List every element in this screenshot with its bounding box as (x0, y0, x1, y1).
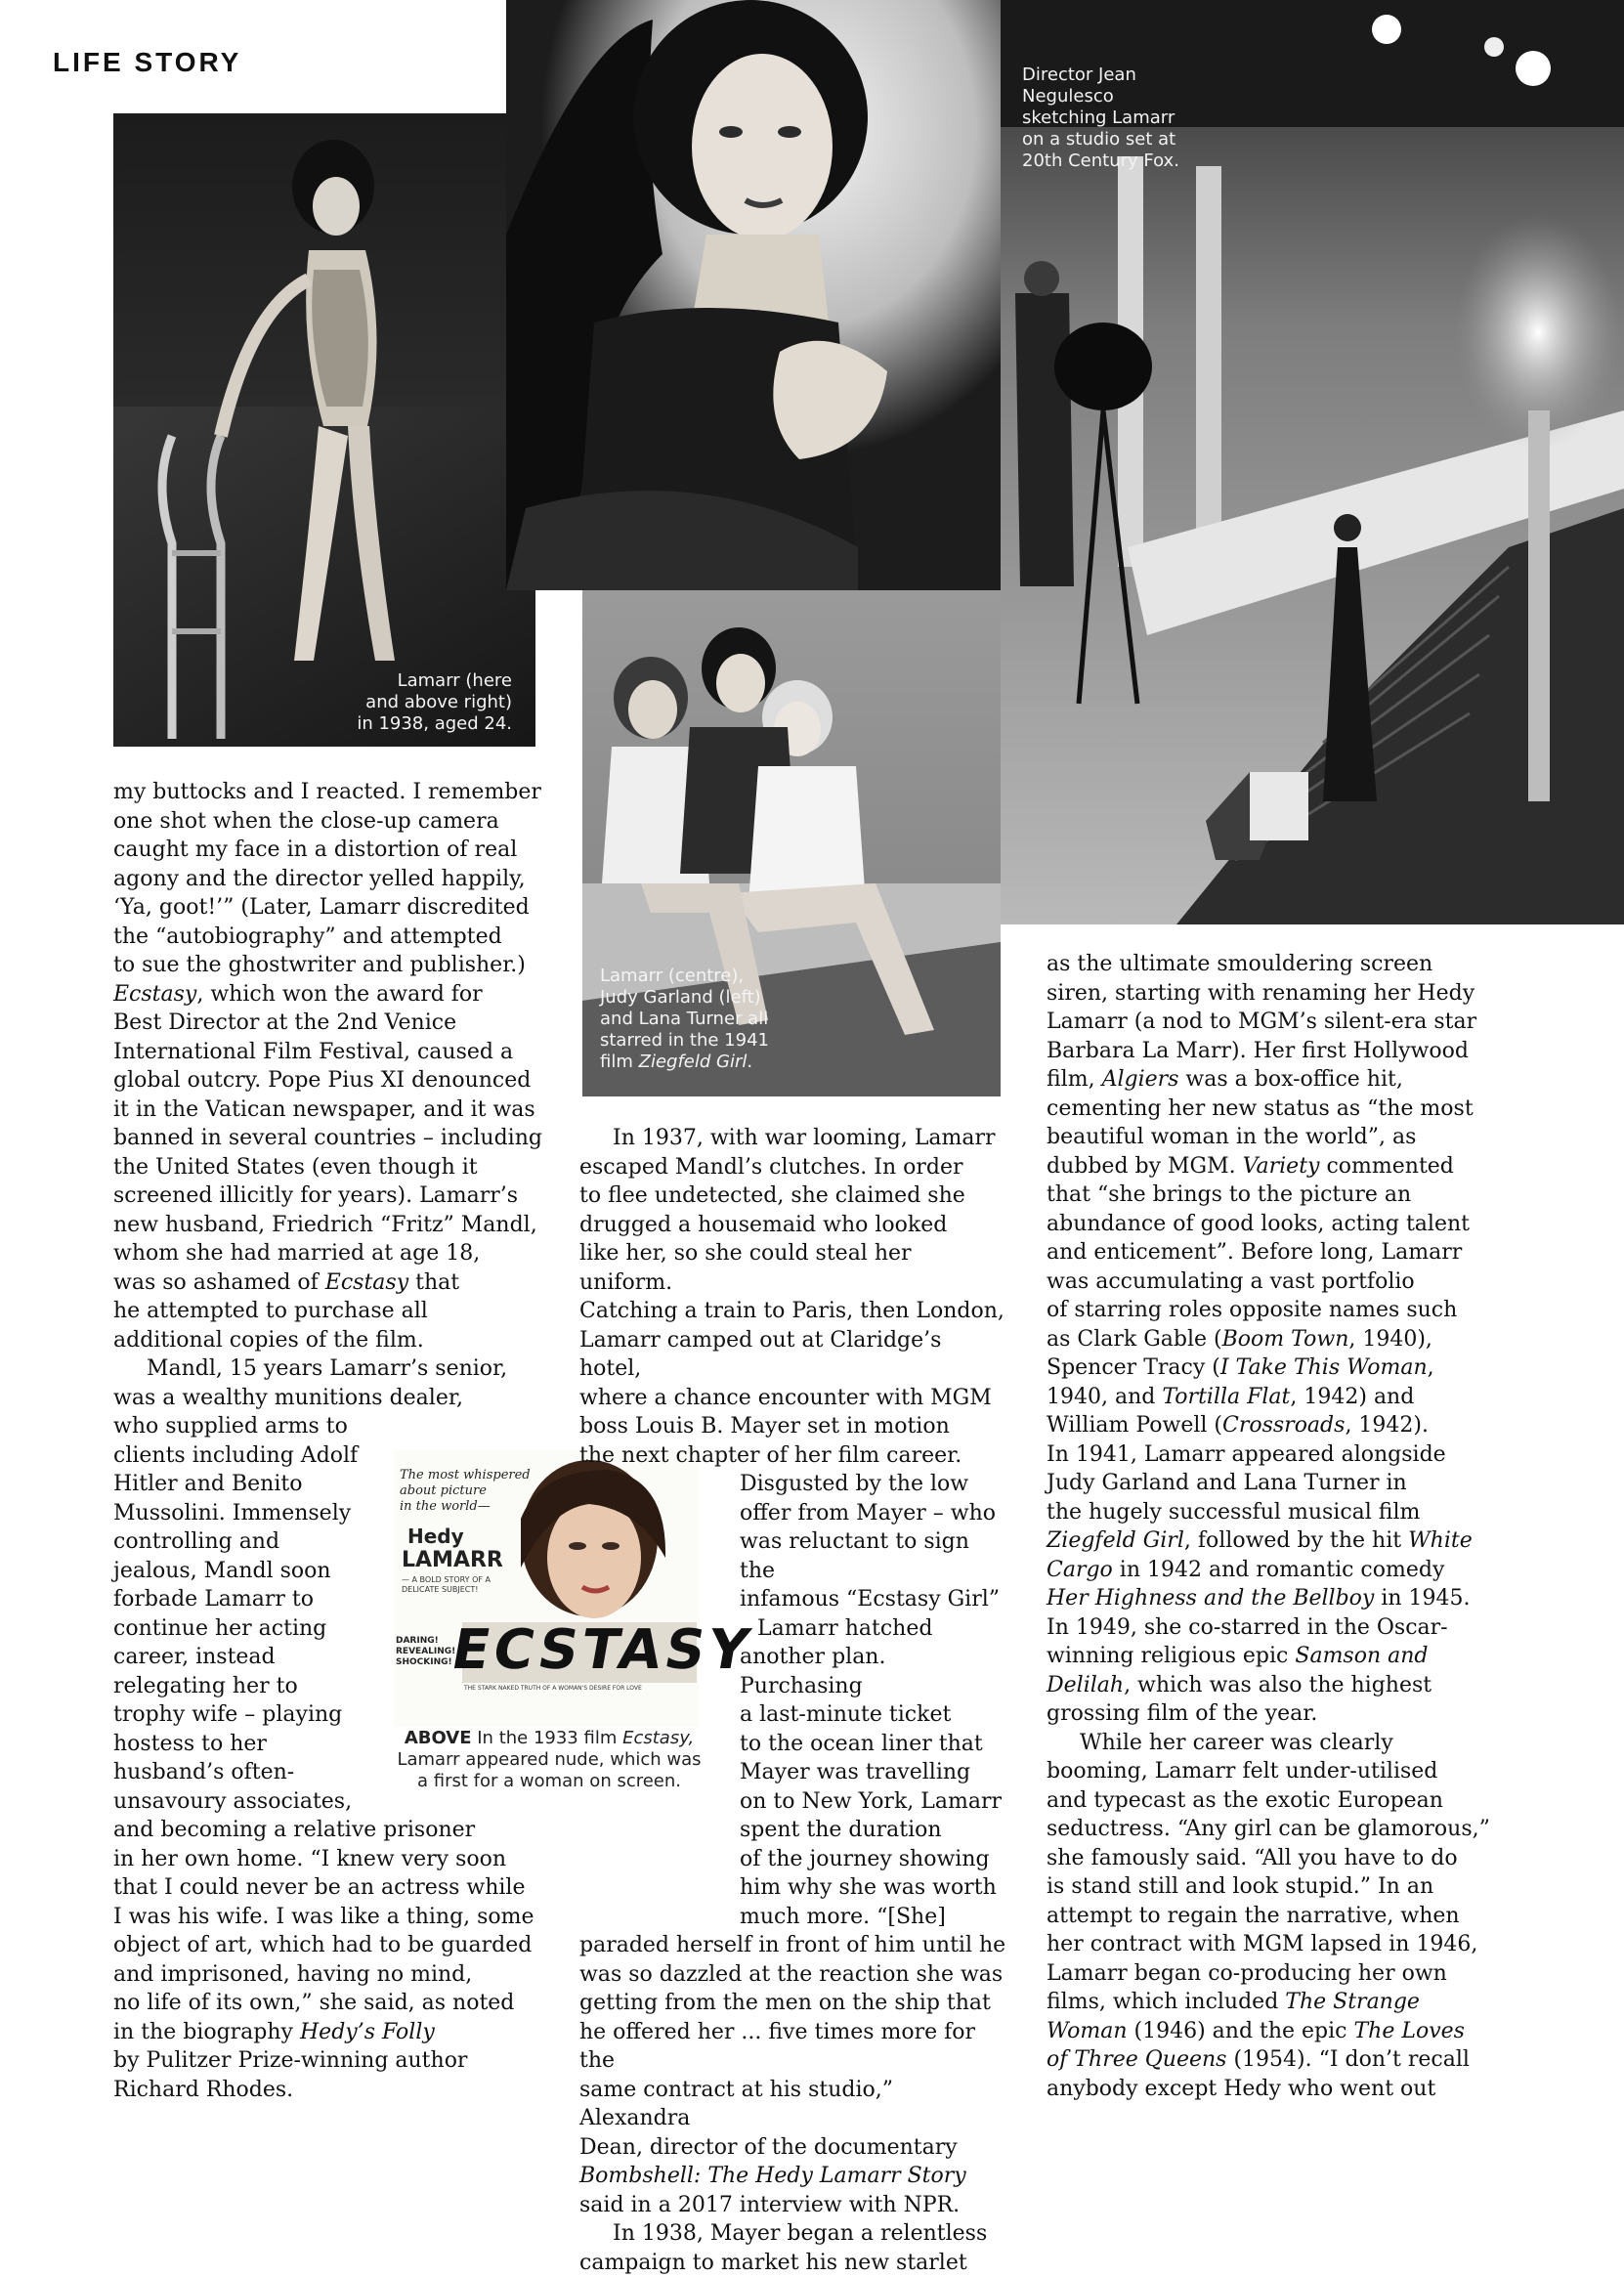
studio-set-photo (1001, 0, 1624, 924)
poster-subline: — A BOLD STORY OF A DELICATE SUBJECT! (402, 1575, 491, 1594)
poster-strap: THE STARK NAKED TRUTH OF A WOMAN'S DESIRE FOR LOVE (464, 1685, 642, 1692)
column-1: my buttocks and I reacted. I remember one shot when the close-up camera caught my face in a distortion of real agony and the director yelled happily, ‘Ya, goot!’” (Later, Lamarr discredited the “autobiography” and attempted to sue the ghostwriter and publisher.) Ecstasy, which won the award for Best Director at the 2nd Venice International Film Festival, caused a global outcry. Pope Pius XI denounced it in the Vatican newspaper, and it was banned in several countries – including the United States (even though it screened illicitly for years). Lamarr’s new husband, Friedrich “Fritz” Mandl, whom she had married at age 18, was so ashamed of Ecstasy that he attempted to purchase all additional copies of the film. Mandl, 15 years Lamarr’s senior, was a wealthy munitions dealer, who supplied arms to clients including Adolf Hitler and Benito Mussolini. Immensely controlling and jealous, Mandl soon forbade Lamarr to continue her acting career, instead relegating her to trophy wife – playing hostess to her husband’s often- unsavoury associates, and becoming a relative prisoner in her own home. “I knew very soon that I could never be an actress while I was his wife. I was like a thing, some object of art, which had to be guarded and imprisoned, having no mind, no life of its own,” she said, as noted in the biography Hedy’s Folly by Pulitzer Prize-winning author Richard Rhodes. (113, 780, 542, 2102)
trio-photo (582, 590, 1001, 1096)
poster-title: ECSTASY (447, 1618, 758, 1682)
studio-set-caption: Director Jean Negulesco sketching Lamarr on a studio set at 20th Century Fox. (1022, 64, 1179, 171)
section-label: LIFE STORY (53, 47, 242, 77)
poster-name-last: LAMARR (402, 1548, 503, 1572)
poster-tagline: The most whispered about picture in the world— (400, 1468, 531, 1514)
portrait-photo (506, 0, 1001, 590)
column-3: as the ultimate smouldering screen siren, starting with renaming her Hedy Lamarr (a nod to MGM’s silent-era star Barbara La Marr). Her first Hollywood film, Algiers was a box-office hit, cementing her new status as “the most beautiful woman in the world”, as dubbed by MGM. Variety commented that “she brings to the picture an abundance of good looks, acting talent and enticement”. Before long, Lamarr was accumulating a vast portfolio of starring roles opposite names such as Clark Gable (Boom Town, 1940), Spencer Tracy (I Take This Woman, 1940, and Tortilla Flat, 1942) and William Powell (Crossroads, 1942). In 1941, Lamarr appeared alongside Judy Garland and Lana Turner in the hugely successful musical film Ziegfeld Girl, followed by the hit White Cargo in 1942 and romantic comedy Her Highness and the Bellboy in 1945. In 1949, she co-starred in the Oscar- winning religious epic Samson and Delilah, which was also the highest grossing film of the year. While her career was clearly booming, Lamarr felt under-utilised and typecast as the exotic European seductress. “Any girl can be glamorous,” she famously said. “All you have to do is stand still and look stupid.” In an attempt to regain the narrative, when her contract with MGM lapsed in 1946, Lamarr began co-producing her own films, which included The Strange Woman (1946) and the epic The Loves of Three Queens (1954). “I don’t recall anybody except Hedy who went out (1047, 952, 1490, 2101)
poster-name-first: Hedy (407, 1525, 464, 1548)
pool-caption: Lamarr (here and above right) in 1938, aged 24. (357, 670, 512, 734)
poster-badge: DARING! REVEALING! SHOCKING! (396, 1636, 456, 1667)
column-2-wrap: Disgusted by the low offer from Mayer – who was reluctant to sign the infamous “Ecstasy Girl” – Lamarr hatched another plan. Purchasing a last-minute ticket to the ocean liner that Mayer was travelling on to New York, Lamarr spent the duration of the journey showing him why she was worth much more. “[She] (740, 1472, 1003, 1929)
pool-photo (113, 113, 535, 747)
trio-caption: Lamarr (centre), Judy Garland (left) and Lana Turner all starred in the 1941 film Ziegfeld Girl. (600, 966, 769, 1072)
column-2: In 1937, with war looming, Lamarr escaped Mandl’s clutches. In order to flee undetected, she claimed she drugged a housemaid who looked like her, so she could steal her uniform. Catching a train to Paris, then London, Lamarr camped out at Claridge’s hotel, where a chance encounter with MGM boss Louis B. Mayer set in motion the next chapter of her film career. Disgusted by the low offer from Mayer – who was reluctant to sign the infamous “Ecstasy Girl” – Lamarr hatched another plan. Purchasing a last-minute ticket to the ocean liner that Mayer was travelling on to New York, Lamarr spent the duration of the journey showing him why she was worth much more. “[She] paraded herself in front of him until he was so dazzled at the reaction she was getting from the men on the ship that he offered her ... five times more for the same contract at his studio,” Alexandra Dean, director of the documentary Bombshell: The Hedy Lamarr Story said in a 2017 interview with NPR. In 1938, Mayer began a relentless campaign to market his new starlet (579, 1124, 1009, 2277)
poster-caption: ABOVE In the 1933 film Ecstasy, Lamarr appeared nude, which was a first for a woman on screen. (397, 1728, 702, 1791)
